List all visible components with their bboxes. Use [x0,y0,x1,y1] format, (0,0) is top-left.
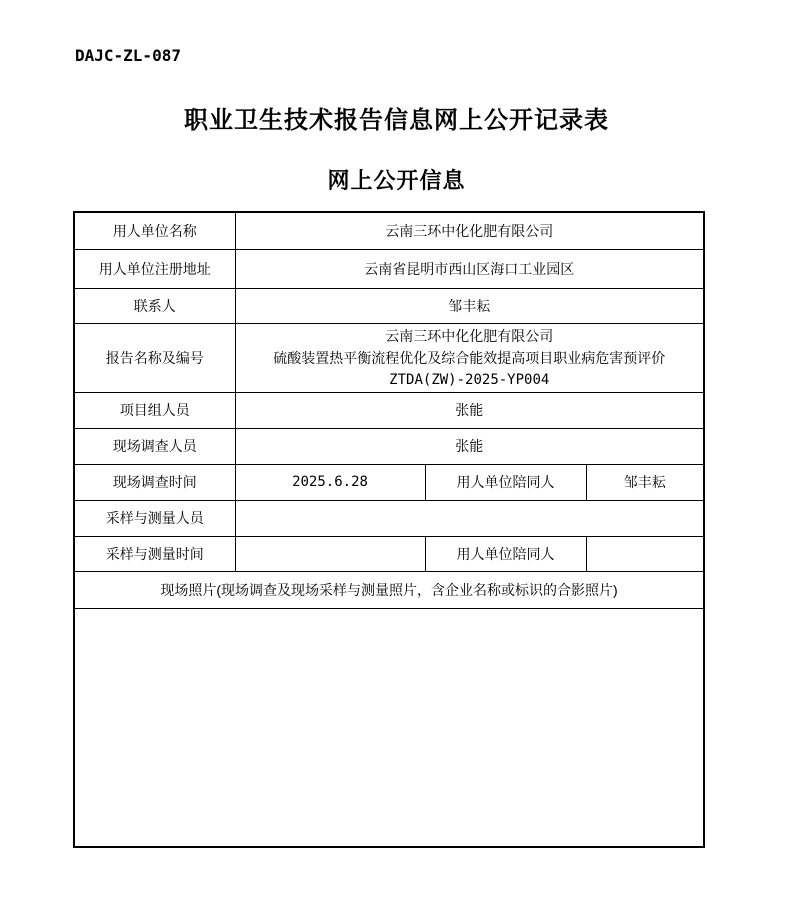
site-investigation-time-value: 2025.6.28 [235,464,425,500]
site-investigation-companion-label: 用人单位陪同人 [425,464,586,500]
site-investigators-value: 张能 [235,428,704,464]
report-company-line: 云南三环中化化肥有限公司 [385,327,554,344]
row-photos-header [74,571,704,608]
site-investigators-label: 现场调查人员 [74,428,235,464]
row-sampling-time [74,536,704,571]
row-report-name-number [74,323,704,392]
employer-name-label: 用人单位名称 [74,212,235,249]
report-number-line: ZTDA(ZW)-2025-YP004 [389,371,550,388]
sampling-personnel-label: 采样与测量人员 [74,500,235,536]
row-employer-address [74,249,704,288]
report-value [235,323,704,392]
row-site-investigators [74,428,704,464]
sampling-companion-value [586,536,704,571]
page-subtitle: 网上公开信息 [327,168,466,193]
sampling-companion-label: 用人单位陪同人 [425,536,586,571]
row-photos-area [74,608,704,847]
row-site-investigation-time [74,464,704,500]
row-contact [74,288,704,323]
employer-name-value: 云南三环中化化肥有限公司 [235,212,704,249]
employer-address-label: 用人单位注册地址 [74,249,235,288]
record-table [73,211,705,848]
row-sampling-personnel [74,500,704,536]
sampling-time-label: 采样与测量时间 [74,536,235,571]
sampling-time-value [235,536,425,571]
photos-label: 现场照片(现场调查及现场采样与测量照片，含企业名称或标识的合影照片) [74,571,704,608]
contact-value: 邹丰耘 [235,288,704,323]
report-label: 报告名称及编号 [74,323,235,392]
page-title: 职业卫生技术报告信息网上公开记录表 [184,107,609,134]
row-project-team [74,392,704,428]
row-employer-name [74,212,704,249]
employer-address-value: 云南省昆明市西山区海口工业园区 [235,249,704,288]
report-title-line: 硫酸装置热平衡流程优化及综合能效提高项目职业病危害预评价 [273,349,666,366]
doc-code: DAJC-ZL-087 [75,46,181,65]
site-investigation-time-label: 现场调查时间 [74,464,235,500]
sampling-personnel-value [235,500,704,536]
site-investigation-companion-value: 邹丰耘 [586,464,704,500]
project-team-label: 项目组人员 [74,392,235,428]
photos-empty-area [74,608,704,847]
project-team-value: 张能 [235,392,704,428]
contact-label: 联系人 [74,288,235,323]
